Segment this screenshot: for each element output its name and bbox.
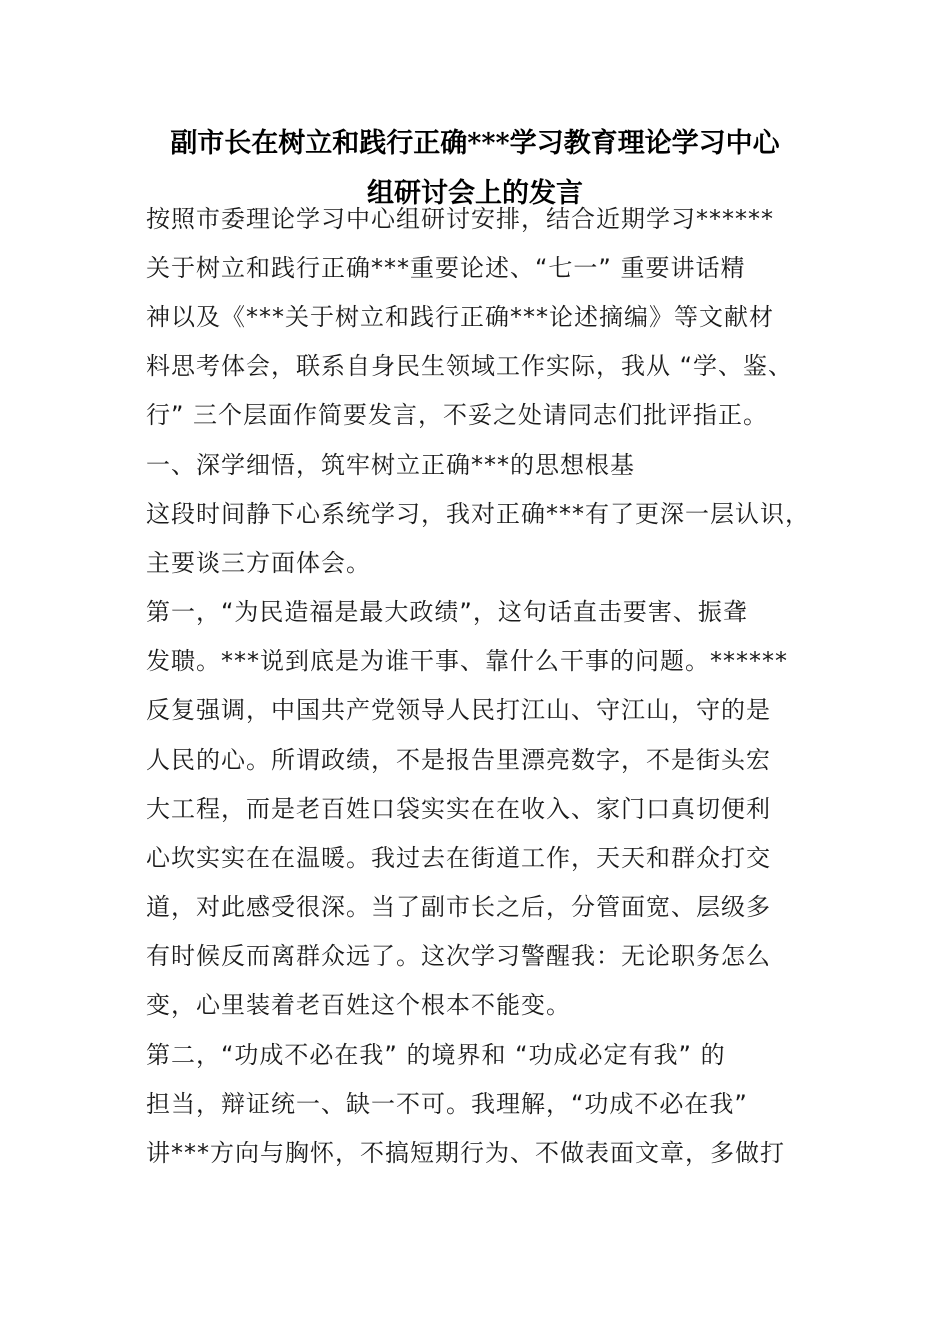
body-line: 关于树立和践行正确***重要论述、“七一” 重要讲话精 [146, 254, 746, 282]
body-line: 第二，“功成不必在我” 的境界和 “功成必定有我” 的 [146, 1041, 726, 1069]
body-line: 大工程，而是老百姓口袋实实在在收入、家门口真切便利 [146, 795, 771, 823]
body-line: 反复强调，中国共产党领导人民打江山、守江山，守的是 [146, 696, 771, 724]
body-line: 料思考体会，联系自身民生领域工作实际，我从 “学、鉴、 [146, 352, 794, 380]
body-line: 担当，辩证统一、缺一不可。我理解，“功成不必在我” [146, 1090, 748, 1118]
body-line: 第一，“为民造福是最大政绩”，这句话直击要害、振聋 [146, 598, 748, 626]
body-line: 道，对此感受很深。当了副市长之后，分管面宽、层级多 [146, 893, 771, 921]
body-line: 变，心里装着老百姓这个根本不能变。 [146, 991, 571, 1019]
body-line: 发聩。***说到底是为谁干事、靠什么干事的问题。****** [146, 647, 788, 675]
body-line: 按照市委理论学习中心组研讨安排，结合近期学习****** [146, 205, 774, 233]
body-line: 这段时间静下心系统学习，我对正确***有了更深一层认识， [146, 500, 810, 528]
body-line: 神以及《***关于树立和践行正确***论述摘编》等文献材 [146, 303, 774, 331]
body-line: 有时候反而离群众远了。这次学习警醒我：无论职务怎么 [146, 942, 771, 970]
body-line: 行” 三个层面作简要发言，不妥之处请同志们批评指正。 [146, 401, 769, 429]
section-heading: 一、深学细悟，筑牢树立正确***的思想根基 [146, 451, 635, 479]
body-line: 主要谈三方面体会。 [146, 549, 371, 577]
document-title-line-1: 副市长在树立和践行正确***学习教育理论学习中心 [170, 128, 780, 159]
body-line: 心坎实实在在温暖。我过去在街道工作，天天和群众打交 [146, 844, 771, 872]
body-line: 讲***方向与胸怀，不搞短期行为、不做表面文章，多做打 [146, 1139, 785, 1167]
document-title-line-2: 组研讨会上的发言 [367, 178, 583, 209]
body-line: 人民的心。所谓政绩，不是报告里漂亮数字，不是街头宏 [146, 746, 771, 774]
